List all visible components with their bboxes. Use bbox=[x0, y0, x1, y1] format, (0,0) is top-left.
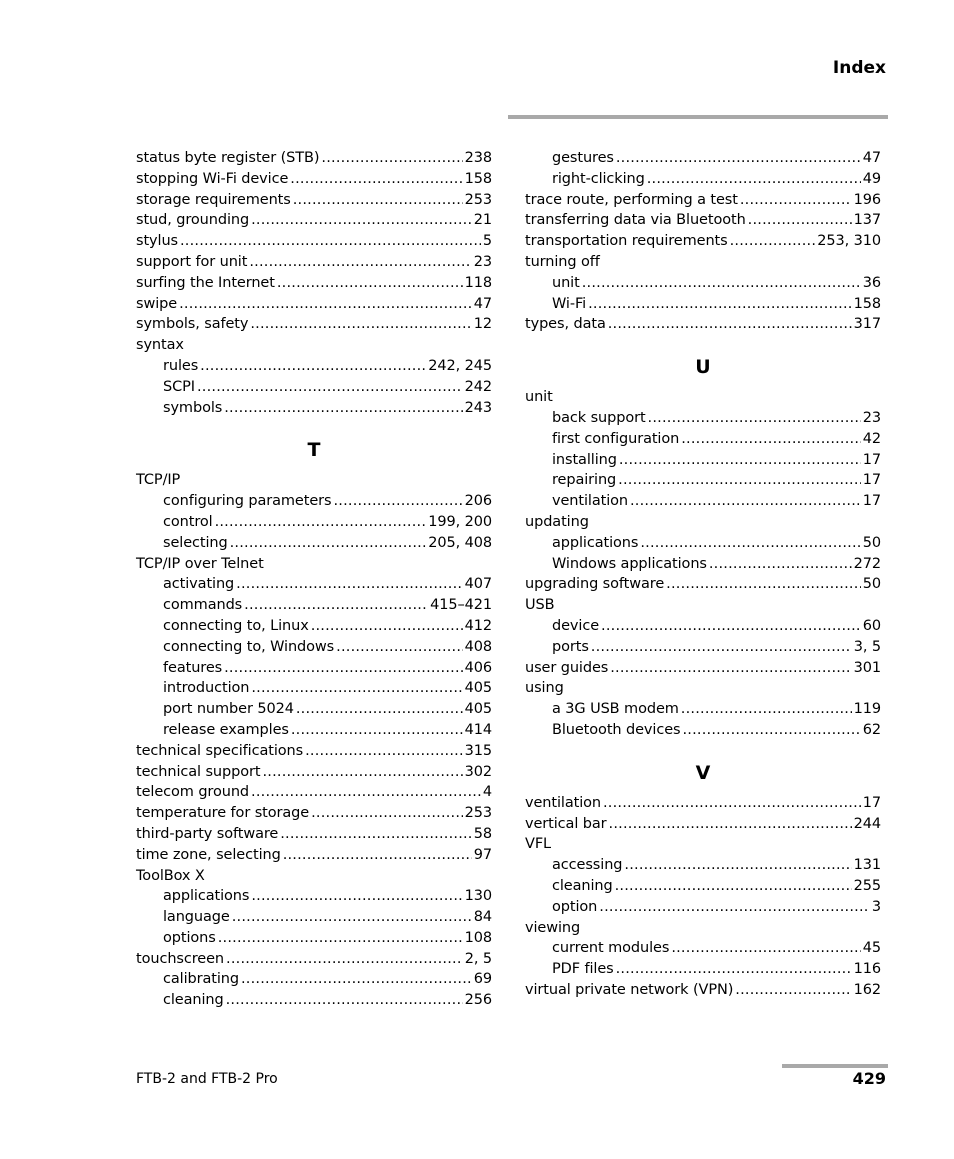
index-group-heading bbox=[525, 252, 881, 273]
dot-leader bbox=[249, 252, 471, 273]
index-page-ref: 60 bbox=[862, 617, 881, 634]
index-page-ref: 3 bbox=[871, 898, 881, 915]
index-page-ref: 205, 408 bbox=[428, 534, 492, 551]
index-term: ventilation bbox=[552, 493, 628, 510]
index-page-ref: 256 bbox=[464, 992, 492, 1009]
index-page-ref: 206 bbox=[464, 493, 492, 510]
index-subentry bbox=[136, 637, 492, 658]
index-subentry bbox=[136, 595, 492, 616]
dot-leader bbox=[200, 356, 426, 377]
dot-leader bbox=[241, 969, 472, 990]
index-subentry bbox=[525, 408, 881, 429]
dot-leader bbox=[647, 169, 861, 190]
index-subentry bbox=[525, 294, 881, 315]
index-page-ref: 2, 5 bbox=[464, 950, 492, 967]
index-entry bbox=[136, 845, 492, 866]
index-page-ref: 196 bbox=[853, 191, 881, 208]
index-subentry bbox=[136, 969, 492, 990]
index-subentry bbox=[136, 398, 492, 419]
index-entry bbox=[136, 782, 492, 803]
index-term: repairing bbox=[552, 472, 617, 489]
index-group-heading bbox=[525, 918, 881, 939]
index-subentry bbox=[136, 907, 492, 928]
dot-leader bbox=[630, 491, 861, 512]
footer-product-name: FTB-2 and FTB-2 Pro bbox=[136, 1071, 278, 1087]
dot-leader bbox=[296, 699, 463, 720]
index-term: unit bbox=[525, 389, 553, 406]
index-group-heading bbox=[525, 512, 881, 533]
index-subentry bbox=[525, 897, 881, 918]
dot-leader bbox=[740, 190, 852, 211]
dot-leader bbox=[180, 231, 481, 252]
index-letter-heading: V bbox=[695, 761, 711, 784]
index-term: PDF files bbox=[552, 961, 614, 978]
index-subentry bbox=[525, 491, 881, 512]
index-column-left bbox=[136, 148, 492, 1011]
index-page-ref: 97 bbox=[473, 846, 492, 863]
dot-leader bbox=[251, 782, 481, 803]
index-page-ref: 58 bbox=[473, 825, 492, 842]
index-subentry bbox=[136, 512, 492, 533]
index-page-ref: 162 bbox=[853, 981, 881, 998]
index-entry bbox=[525, 658, 881, 679]
index-page-ref: 45 bbox=[862, 940, 881, 957]
index-subentry bbox=[136, 678, 492, 699]
index-page-ref: 414 bbox=[464, 721, 492, 738]
index-term: storage requirements bbox=[136, 191, 291, 208]
index-term: control bbox=[163, 513, 213, 530]
index-subentry bbox=[525, 273, 881, 294]
index-page-ref: 118 bbox=[464, 274, 492, 291]
index-group-heading bbox=[525, 678, 881, 699]
index-term: telecom ground bbox=[136, 784, 250, 801]
dot-leader bbox=[748, 210, 852, 231]
index-page-ref: 131 bbox=[853, 857, 881, 874]
index-group-heading bbox=[136, 470, 492, 491]
index-term: connecting to, Linux bbox=[163, 617, 309, 634]
index-page-ref: 407 bbox=[464, 576, 492, 593]
index-term: user guides bbox=[525, 659, 609, 676]
index-term: rules bbox=[163, 357, 199, 374]
index-page-ref: 242, 245 bbox=[428, 357, 492, 374]
footer-page-number: 429 bbox=[852, 1069, 886, 1088]
index-entry bbox=[525, 231, 881, 252]
index-term: Windows applications bbox=[552, 555, 707, 572]
page-header-title: Index bbox=[832, 58, 886, 78]
index-subentry bbox=[136, 377, 492, 398]
index-group-heading bbox=[136, 866, 492, 887]
index-term: symbols bbox=[163, 399, 223, 416]
index-term: stopping Wi-Fi device bbox=[136, 170, 289, 187]
index-subentry bbox=[525, 616, 881, 637]
index-page-ref: 50 bbox=[862, 534, 881, 551]
index-term: activating bbox=[163, 576, 235, 593]
index-term: support for unit bbox=[136, 253, 248, 270]
index-page-ref: 415–421 bbox=[430, 597, 492, 614]
index-group-heading bbox=[525, 387, 881, 408]
index-group-heading bbox=[136, 335, 492, 356]
index-page-ref: 62 bbox=[862, 721, 881, 738]
index-term: vertical bar bbox=[525, 815, 607, 832]
dot-leader bbox=[601, 616, 861, 637]
index-term: updating bbox=[525, 513, 589, 530]
index-term: symbols, safety bbox=[136, 316, 249, 333]
dot-leader bbox=[321, 148, 462, 169]
index-term: virtual private network (VPN) bbox=[525, 981, 734, 998]
index-page-ref: 137 bbox=[853, 212, 881, 229]
index-term: stylus bbox=[136, 233, 178, 250]
index-term: transferring data via Bluetooth bbox=[525, 212, 746, 229]
dot-leader bbox=[280, 824, 471, 845]
index-page-ref: 272 bbox=[853, 555, 881, 572]
index-entry bbox=[136, 252, 492, 273]
index-entry bbox=[525, 190, 881, 211]
dot-leader bbox=[311, 616, 463, 637]
index-term: time zone, selecting bbox=[136, 846, 281, 863]
index-subentry bbox=[525, 554, 881, 575]
index-term: calibrating bbox=[163, 971, 239, 988]
index-group-heading bbox=[525, 834, 881, 855]
index-term: language bbox=[163, 909, 230, 926]
index-subentry bbox=[136, 658, 492, 679]
index-subentry bbox=[525, 637, 881, 658]
index-term: ports bbox=[552, 638, 589, 655]
index-term: selecting bbox=[163, 534, 228, 551]
index-page-ref: 23 bbox=[473, 253, 492, 270]
dot-leader bbox=[730, 231, 816, 252]
dot-leader bbox=[666, 574, 861, 595]
index-term: Wi-Fi bbox=[552, 295, 587, 312]
dot-leader bbox=[226, 990, 463, 1011]
dot-leader bbox=[311, 803, 463, 824]
index-subentry bbox=[525, 148, 881, 169]
index-page-ref: 119 bbox=[853, 701, 881, 718]
index-entry bbox=[136, 148, 492, 169]
index-subentry bbox=[525, 876, 881, 897]
index-entry bbox=[136, 210, 492, 231]
dot-leader bbox=[244, 595, 428, 616]
dot-leader bbox=[610, 658, 851, 679]
index-page-ref: 253 bbox=[464, 805, 492, 822]
dot-leader bbox=[224, 658, 463, 679]
index-entry bbox=[525, 314, 881, 335]
index-term: status byte register (STB) bbox=[136, 150, 320, 166]
index-subentry bbox=[525, 699, 881, 720]
index-subentry bbox=[525, 855, 881, 876]
dot-leader bbox=[681, 699, 852, 720]
index-page-ref: 116 bbox=[853, 961, 881, 978]
dot-leader bbox=[262, 762, 462, 783]
index-subentry bbox=[525, 959, 881, 980]
index-group-heading bbox=[525, 595, 881, 616]
index-entry bbox=[136, 949, 492, 970]
dot-leader bbox=[197, 377, 463, 398]
index-subentry bbox=[136, 574, 492, 595]
index-entry bbox=[525, 980, 881, 1001]
index-page-ref: 315 bbox=[464, 742, 492, 759]
index-subentry bbox=[136, 356, 492, 377]
index-entry bbox=[136, 190, 492, 211]
dot-leader bbox=[640, 533, 860, 554]
index-subentry bbox=[525, 938, 881, 959]
index-term: technical specifications bbox=[136, 742, 304, 759]
dot-leader bbox=[215, 512, 427, 533]
index-term: connecting to, Windows bbox=[163, 638, 335, 655]
index-subentry bbox=[136, 990, 492, 1011]
dot-leader bbox=[671, 938, 860, 959]
index-page-ref: 84 bbox=[473, 909, 492, 926]
dot-leader bbox=[230, 533, 427, 554]
index-entry bbox=[525, 574, 881, 595]
dot-leader bbox=[619, 450, 861, 471]
dot-leader bbox=[251, 210, 472, 231]
index-term: device bbox=[552, 617, 600, 634]
index-letter-heading: T bbox=[307, 439, 321, 462]
index-term: USB bbox=[525, 597, 555, 614]
footer-rule bbox=[782, 1064, 888, 1068]
index-page-ref: 405 bbox=[464, 680, 492, 697]
dot-leader bbox=[603, 793, 861, 814]
index-page-ref: 317 bbox=[853, 316, 881, 333]
index-page-ref: 50 bbox=[862, 576, 881, 593]
index-term: SCPI bbox=[163, 378, 195, 395]
dot-leader bbox=[608, 314, 852, 335]
index-page-ref: 36 bbox=[862, 274, 881, 291]
index-entry bbox=[525, 210, 881, 231]
dot-leader bbox=[735, 980, 851, 1001]
index-subentry bbox=[136, 491, 492, 512]
index-page-ref: 406 bbox=[464, 659, 492, 676]
index-page-ref: 5 bbox=[482, 233, 492, 250]
index-page-ref: 158 bbox=[853, 295, 881, 312]
index-term: stud, grounding bbox=[136, 212, 250, 229]
index-page-ref: 4 bbox=[482, 784, 492, 801]
dot-leader bbox=[648, 408, 861, 429]
index-page-ref: 23 bbox=[862, 409, 881, 426]
index-term: option bbox=[552, 898, 598, 915]
index-term: syntax bbox=[136, 337, 184, 354]
index-term: cleaning bbox=[552, 877, 613, 894]
index-subentry bbox=[525, 429, 881, 450]
index-page-ref: 242 bbox=[464, 378, 492, 395]
index-subentry bbox=[136, 720, 492, 741]
index-column-right bbox=[525, 148, 881, 1001]
index-term: configuring parameters bbox=[163, 493, 332, 510]
index-subentry bbox=[136, 886, 492, 907]
dot-leader bbox=[591, 637, 852, 658]
index-term: surfing the Internet bbox=[136, 274, 275, 291]
index-subentry bbox=[136, 533, 492, 554]
index-entry bbox=[136, 824, 492, 845]
index-term: touchscreen bbox=[136, 950, 225, 967]
index-term: TCP/IP bbox=[136, 472, 181, 489]
index-term: cleaning bbox=[163, 992, 224, 1009]
dot-leader bbox=[226, 949, 463, 970]
dot-leader bbox=[283, 845, 472, 866]
index-term: upgrading software bbox=[525, 576, 665, 593]
dot-leader bbox=[616, 148, 861, 169]
index-entry bbox=[525, 814, 881, 835]
index-entry bbox=[525, 793, 881, 814]
index-entry bbox=[136, 762, 492, 783]
index-term: VFL bbox=[525, 836, 552, 853]
header-rule bbox=[508, 115, 888, 119]
index-term: commands bbox=[163, 597, 243, 614]
index-term: current modules bbox=[552, 940, 670, 957]
dot-leader bbox=[618, 470, 861, 491]
dot-leader bbox=[588, 294, 852, 315]
index-page-ref: 42 bbox=[862, 430, 881, 447]
index-term: gestures bbox=[552, 150, 614, 166]
index-term: third-party software bbox=[136, 825, 279, 842]
index-subentry bbox=[525, 720, 881, 741]
index-page-ref: 301 bbox=[853, 659, 881, 676]
index-page-ref: 158 bbox=[464, 170, 492, 187]
index-entry bbox=[136, 803, 492, 824]
index-term: Bluetooth devices bbox=[552, 721, 681, 738]
dot-leader bbox=[333, 491, 462, 512]
dot-leader bbox=[582, 273, 861, 294]
index-term: using bbox=[525, 680, 564, 697]
dot-leader bbox=[336, 637, 462, 658]
index-letter-heading: U bbox=[695, 356, 711, 379]
index-page-ref: 238 bbox=[464, 150, 492, 166]
index-page-ref: 17 bbox=[862, 493, 881, 510]
index-term: first configuration bbox=[552, 430, 680, 447]
index-subentry bbox=[525, 533, 881, 554]
index-term: back support bbox=[552, 409, 646, 426]
index-page-ref: 253 bbox=[464, 191, 492, 208]
index-term: unit bbox=[552, 274, 580, 291]
index-page-ref: 108 bbox=[464, 929, 492, 946]
index-subentry bbox=[136, 928, 492, 949]
dot-leader bbox=[709, 554, 852, 575]
index-page-ref: 255 bbox=[853, 877, 881, 894]
index-entry bbox=[136, 231, 492, 252]
index-term: technical support bbox=[136, 763, 261, 780]
index-term: features bbox=[163, 659, 223, 676]
index-page-ref: 130 bbox=[464, 888, 492, 905]
dot-leader bbox=[599, 897, 870, 918]
index-term: temperature for storage bbox=[136, 805, 310, 822]
index-page-ref: 302 bbox=[464, 763, 492, 780]
index-term: release examples bbox=[163, 721, 289, 738]
index-entry bbox=[136, 741, 492, 762]
index-term: introduction bbox=[163, 680, 250, 697]
index-page-ref: 253, 310 bbox=[817, 233, 881, 250]
index-term: installing bbox=[552, 451, 617, 468]
index-page-ref: 405 bbox=[464, 701, 492, 718]
dot-leader bbox=[682, 720, 860, 741]
index-term: ventilation bbox=[525, 794, 601, 811]
dot-leader bbox=[236, 574, 462, 595]
index-term: right-clicking bbox=[552, 170, 645, 187]
index-page-ref: 408 bbox=[464, 638, 492, 655]
index-subentry bbox=[525, 450, 881, 471]
index-page-ref: 199, 200 bbox=[428, 513, 492, 530]
index-entry bbox=[136, 273, 492, 294]
index-term: turning off bbox=[525, 253, 600, 270]
index-subentry bbox=[525, 169, 881, 190]
index-term: swipe bbox=[136, 295, 178, 312]
dot-leader bbox=[232, 907, 472, 928]
index-term: applications bbox=[163, 888, 250, 905]
index-page-ref: 47 bbox=[473, 295, 492, 312]
index-page-ref: 17 bbox=[862, 472, 881, 489]
index-page-ref: 47 bbox=[862, 150, 881, 166]
index-term: types, data bbox=[525, 316, 606, 333]
index-term: port number 5024 bbox=[163, 701, 294, 718]
index-term: applications bbox=[552, 534, 639, 551]
dot-leader bbox=[681, 429, 861, 450]
index-term: options bbox=[163, 929, 216, 946]
dot-leader bbox=[290, 169, 462, 190]
dot-leader bbox=[305, 741, 463, 762]
dot-leader bbox=[615, 876, 852, 897]
index-page-ref: 69 bbox=[473, 971, 492, 988]
index-term: viewing bbox=[525, 919, 581, 936]
index-term: transportation requirements bbox=[525, 233, 728, 250]
dot-leader bbox=[218, 928, 463, 949]
dot-leader bbox=[277, 273, 463, 294]
dot-leader bbox=[224, 398, 462, 419]
dot-leader bbox=[251, 678, 462, 699]
index-entry bbox=[136, 169, 492, 190]
dot-leader bbox=[624, 855, 851, 876]
index-term: ToolBox X bbox=[136, 867, 205, 884]
index-page-ref: 412 bbox=[464, 617, 492, 634]
dot-leader bbox=[251, 886, 462, 907]
index-term: a 3G USB modem bbox=[552, 701, 679, 718]
index-group-heading bbox=[136, 554, 492, 575]
index-term: accessing bbox=[552, 857, 623, 874]
index-subentry bbox=[525, 470, 881, 491]
dot-leader bbox=[291, 720, 463, 741]
index-page-ref: 3, 5 bbox=[853, 638, 881, 655]
index-page-ref: 21 bbox=[473, 212, 492, 229]
index-page-ref: 244 bbox=[853, 815, 881, 832]
index-page-ref: 12 bbox=[473, 316, 492, 333]
index-page-ref: 49 bbox=[862, 170, 881, 187]
index-entry bbox=[136, 294, 492, 315]
dot-leader bbox=[250, 314, 471, 335]
dot-leader bbox=[616, 959, 852, 980]
index-entry bbox=[136, 314, 492, 335]
index-subentry bbox=[136, 699, 492, 720]
index-subentry bbox=[136, 616, 492, 637]
dot-leader bbox=[293, 190, 463, 211]
index-term: trace route, performing a test bbox=[525, 191, 738, 208]
dot-leader bbox=[609, 814, 852, 835]
dot-leader bbox=[179, 294, 472, 315]
index-page-ref: 243 bbox=[464, 399, 492, 416]
index-term: TCP/IP over Telnet bbox=[136, 555, 264, 572]
index-page-ref: 17 bbox=[862, 451, 881, 468]
index-page-ref: 17 bbox=[862, 794, 881, 811]
